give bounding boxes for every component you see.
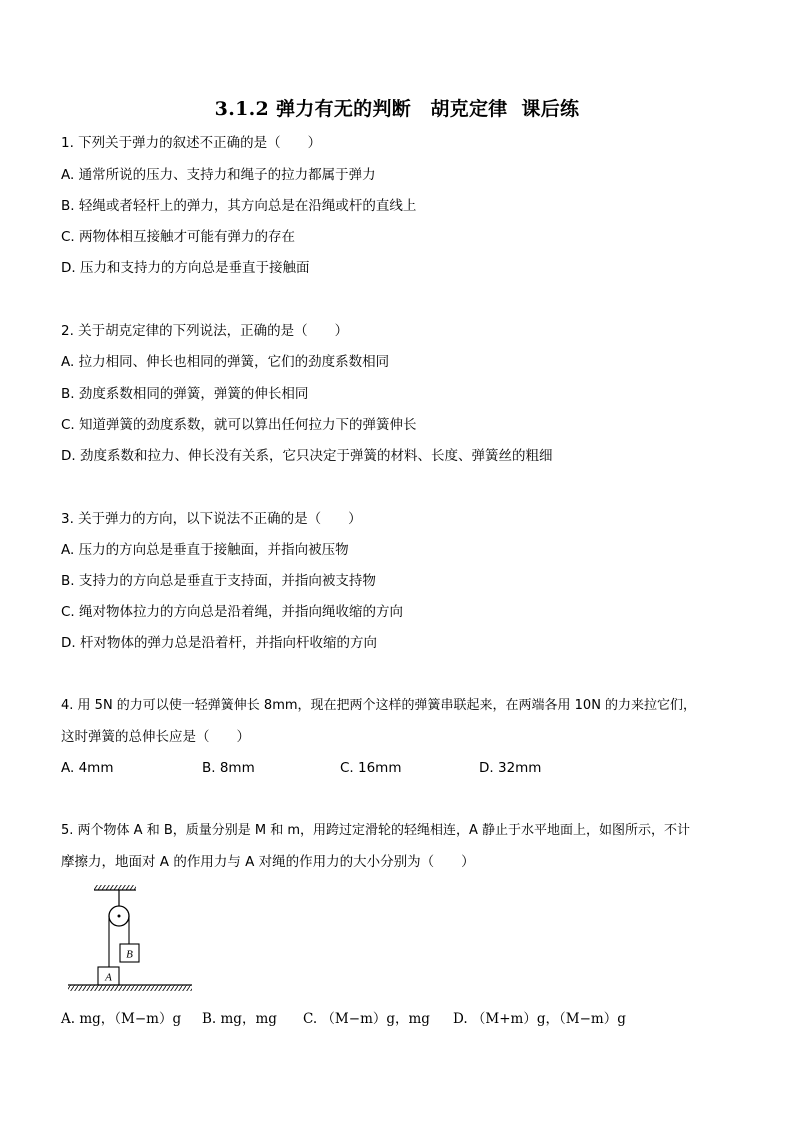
question-4-option-a: A. 4mm — [61, 760, 114, 776]
question-3-option-c: C. 绳对物体拉力的方向总是沿着绳，并指向绳收缩的方向 — [61, 604, 404, 620]
question-3-option-d: D. 杆对物体的弹力总是沿着杆，并指向杆收缩的方向 — [61, 635, 377, 651]
pulley-figure — [66, 884, 196, 996]
question-5-option-a: A. mg，（M−m）g — [61, 1011, 182, 1027]
question-5-option-b: B. mg，mg — [202, 1011, 277, 1027]
question-1-option-d: D. 压力和支持力的方向总是垂直于接触面 — [61, 260, 310, 276]
ground-hatch — [68, 985, 192, 991]
question-2-option-b: B. 劲度系数相同的弹簧，弹簧的伸长相同 — [61, 386, 309, 402]
question-1-option-a: A. 通常所说的压力、支持力和绳子的拉力都属于弹力 — [61, 167, 376, 183]
question-1-option-c: C. 两物体相互接触才可能有弹力的存在 — [61, 229, 296, 245]
question-2-stem: 2. 关于胡克定律的下列说法，正确的是（ ） — [61, 323, 349, 339]
ceiling-hatch — [94, 885, 136, 890]
question-4-option-d: D. 32mm — [479, 760, 542, 776]
question-2-option-a: A. 拉力相同、伸长也相同的弹簧，它们的劲度系数相同 — [61, 354, 390, 370]
question-4-stem-line-2: 这时弹簧的总伸长应是（ ） — [61, 729, 250, 745]
question-2-option-d: D. 劲度系数和拉力、伸长没有关系，它只决定于弹簧的材料、长度、弹簧丝的粗细 — [61, 448, 553, 464]
question-5-stem-line-1: 5. 两个物体 A 和 B，质量分别是 M 和 m，用跨过定滑轮的轻绳相连，A 静止于水平地面上，如图所示，不计 — [61, 823, 691, 838]
question-3-option-b: B. 支持力的方向总是垂直于支持面，并指向被支持物 — [61, 573, 376, 589]
question-1-option-b: B. 轻绳或者轻杆上的弹力，其方向总是在沿绳或杆的直线上 — [61, 198, 417, 214]
pulley-axle — [118, 915, 121, 918]
block-a-label: A — [105, 971, 112, 984]
question-3-stem: 3. 关于弹力的方向，以下说法不正确的是（ ） — [61, 511, 362, 527]
question-4-option-b: B. 8mm — [202, 760, 255, 776]
question-5-option-c: C. （M−m）g，mg — [303, 1011, 430, 1027]
question-2-option-c: C. 知道弹簧的劲度系数，就可以算出任何拉力下的弹簧伸长 — [61, 417, 417, 433]
question-1-stem: 1. 下列关于弹力的叙述不正确的是（ ） — [61, 135, 322, 151]
question-5-option-d: D. （M+m）g，（M−m）g — [453, 1011, 626, 1027]
question-4-option-c: C. 16mm — [340, 760, 402, 776]
question-4-stem-line-1: 4. 用 5N 的力可以使一轻弹簧伸长 8mm，现在把两个这样的弹簧串联起来，在两端各用 10N 的力来拉它们， — [61, 698, 697, 713]
page-title: 3.1.2 弹力有无的判断 胡克定律 课后练 — [214, 98, 580, 120]
question-3-option-a: A. 压力的方向总是垂直于接触面，并指向被压物 — [61, 542, 349, 558]
block-b-label: B — [126, 948, 133, 961]
question-5-stem-line-2: 摩擦力，地面对 A 的作用力与 A 对绳的作用力的大小分别为（ ） — [61, 854, 475, 870]
